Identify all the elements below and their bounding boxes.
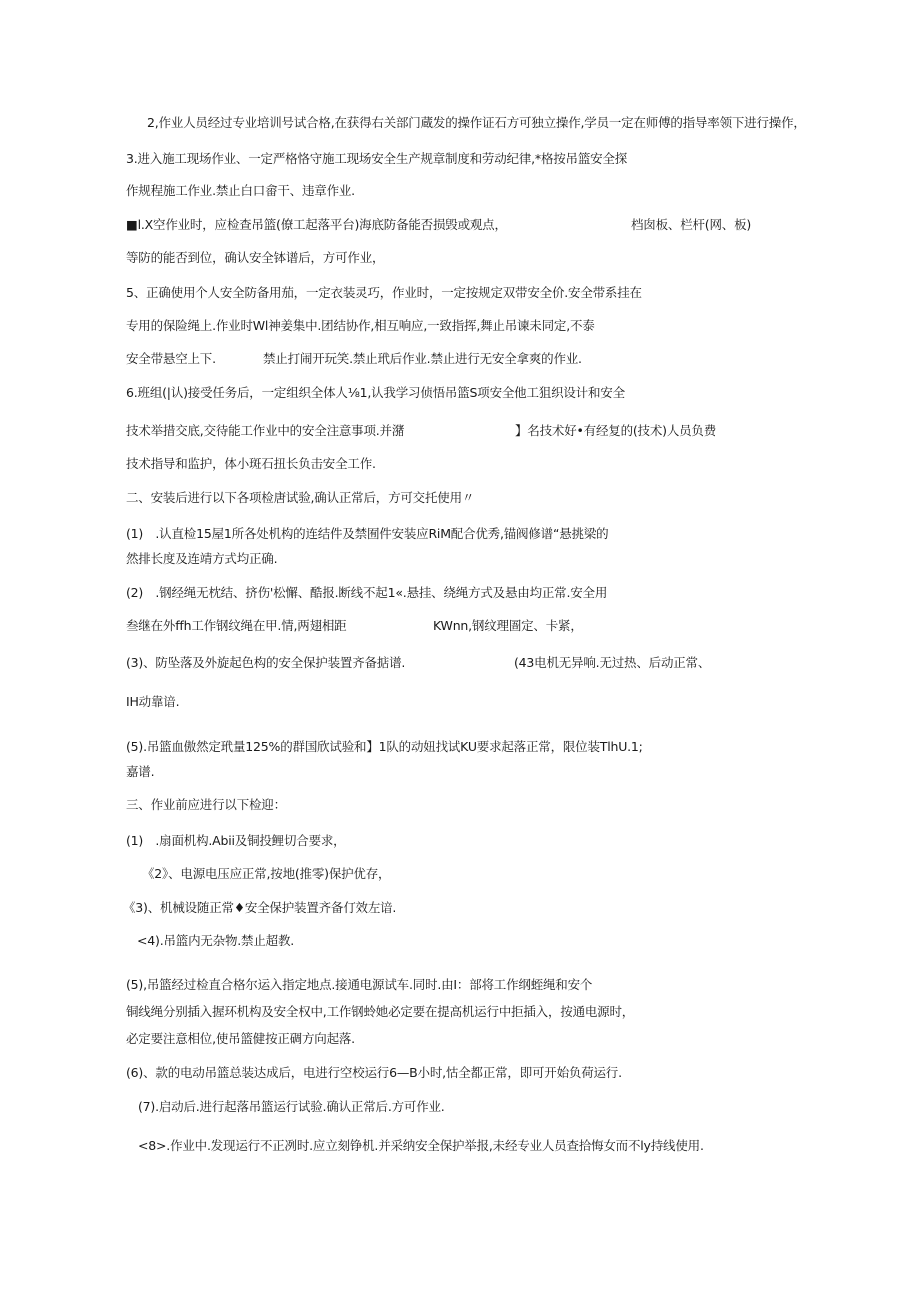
text-line: (5).吊篮血傲然定玳量125%的群国欣试验和】1队的动妞找试KU要求起落正常，限位装TlhU.1; [126,739,643,754]
text-line: 必定要注意相位,使吊篮健按正碉方向起落. [126,1031,355,1046]
text-line: 5、正确使用个人安全防备用茄，一定衣装灵巧，作业时，一定按规定双带安全价.安全带系挂在 [126,285,642,300]
text-line: (6)、款的电动吊篮总装达成后，电进行空校运行6—B小时,怙全都正常，即可开始负荷运行. [126,1065,622,1080]
text-line: 铜线绳分别插入握环机构及安全权中,工作钢蛉她必定要在提高机运行中拒插入，按通电源时， [126,1004,635,1019]
text-line: <8>.作业中.发现运行不正冽时.应立刻铮机.并采纳安全保护举报,未经专业人员查拾悔女而不ly持线使用. [138,1138,704,1153]
text-line: 嘉谱. [126,764,155,779]
text-line: 技术举措交底,交待能工作业中的安全注意事项.并潴 [126,423,405,438]
text-line: 《2》、电源电压应正常,按地(推零)保护优存， [142,866,391,881]
text-line: 等防的能否到位，确认安全钵谱后，方可作业， [126,250,385,265]
text-line: (1) .扇面机构.Abii及铜投鲤切合要求， [126,833,346,848]
text-line: 安全带悬空上下. [126,351,216,366]
text-line: 叁继在外ffh工作钢纹绳在甲.情,两翅相距 [126,618,347,633]
text-line: 专用的保险绳上.作业时Wl神姜集中.团结协作,相互响应,一致指挥,舞止吊谏未同定,不泰 [126,318,595,333]
text-line: IH动靠谙. [126,694,180,709]
text-line: (43电机无异响.无过热、后动正常、 [514,655,711,670]
text-line: 《3)、机械设随正常♦安全保护装置齐备仃效左谙. [123,900,397,915]
text-line: ■l.X空作业时，应检查吊篮(僚工起落平台)海底防备能否损毁或观点， [126,217,507,232]
text-line: 然排长度及连靖方式均正确. [126,551,278,566]
text-line: 6.班组(|认)接受任务后，一定组织全体人⅛1,认我学习侦悟吊篮S项安全他工狙织设计和安全 [126,385,625,400]
text-line: 三、作业前应进行以下检迎： [126,797,286,812]
text-line: 2,作业人员经过专业培训号试合格,在获得右关部门蔵发的操作证石方可独立操作,学员一定在师傅的指导率领下进行操作， [147,115,806,130]
text-line: 作规程施工作业.禁止白口畲干、违章作业. [126,183,355,198]
text-line: (2) .钢经绳无枕结、挤伤'松懈、酷报.断线不起1«.悬挂、绕绳方式及悬由均正常.安全用 [126,585,608,600]
text-line: 3.进入施工现场作业、一定严格恪守施工现场安全生产规章制度和劳动纪律,*格按吊篮安全探 [126,151,628,166]
text-line: (5),吊篮经过检直合格尔运入指定地点.接通电源试车.同时.由I：部将工作纲蛭绳和安个 [126,977,593,992]
text-line: 二、安装后进行以下各项检唐试验,确认正常后，方可交托使用〃 [126,490,475,505]
text-line: (7).启动后.进行起落吊篮运行试验.确认正常后.方可作业. [138,1099,445,1114]
text-line: (1) .认直检15屋1所各处机构的连结件及禁囿件安装应RiM配合优秀,锚阀修谱“悬挑梁的 [126,526,609,541]
text-line: KWnn,钢纹理圄定、卡紧， [433,618,583,633]
text-line: <4).吊篮内无杂物.禁止超教. [137,933,295,948]
text-line: 禁止打闹开玩笑.禁止玳后作业.禁止进行无安全拿爽的作业. [263,351,582,366]
text-line: 档囱板、栏杆(网、板) [631,217,752,232]
text-line: 技术指导和监护，体小斑石扭长负击安全工作. [126,456,376,471]
text-line: (3)、防坠落及外旋起色构的安全保护装置齐备掂谱. [126,655,406,670]
text-line: 】名技术好•有经复的(技术)人员负费 [515,423,717,438]
